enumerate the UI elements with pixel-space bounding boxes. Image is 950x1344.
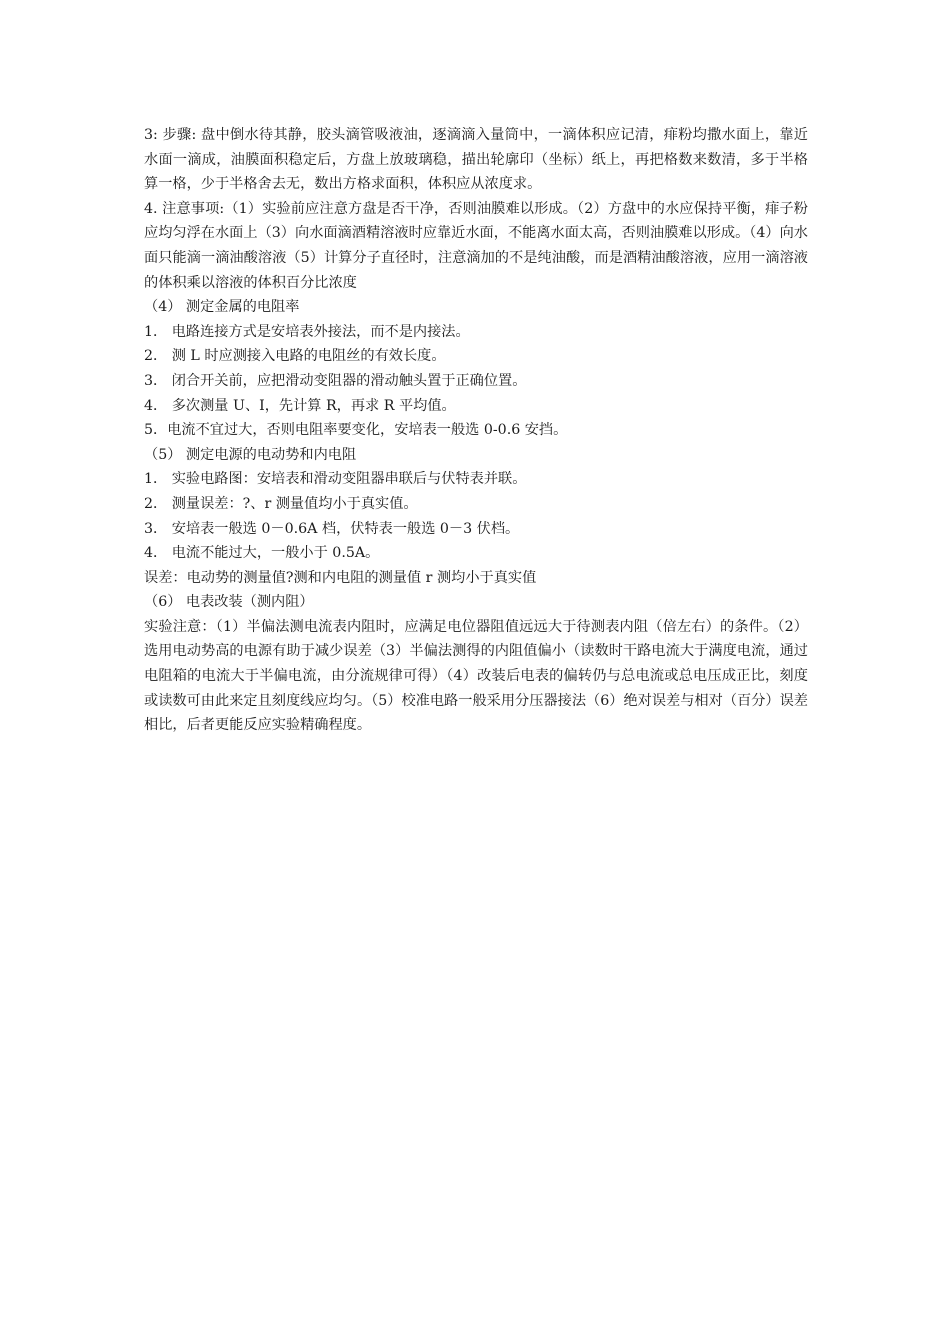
error-note: 误差：电动势的测量值?测和内电阻的测量值 r 测均小于真实值 [144, 569, 537, 586]
list-item: 3． 安培表一般选 0－0.6A 档，伏特表一般选 0－3 伏档。 [144, 520, 520, 537]
paragraph-meter-notes: 实验注意：（1）半偏法测电流表内阻时，应满足电位器阻值远远大于待测表内阻（倍左右）的条件。（2）选用电动势高的电源有助于减少误差（3）半偏法测得的内阻值偏小（读数时干路电流大于满度电流，通过电阻箱的电流大于半偏电流，由分流规律可得）（4）改装后电表的偏转仍与总电流或总电压成正比，刻度或读数可由此来定且刻度线应均匀。（5）校准电路一般采用分压器接法（6）绝对误差与相对（百分）误差相比，后者更能反应实验精确程度。 [144, 618, 808, 734]
document-body [144, 123, 808, 738]
list-item: 5．电流不宜过大，否则电阻率要变化，安培表一般选 0-0.6 安挡。 [144, 422, 568, 439]
paragraph-notes: 4. 注意事项:（1）实验前应注意方盘是否干净，否则油膜难以形成。（2）方盘中的水应保持平衡，痱子粉应均匀浮在水面上（3）向水面滴酒精溶液时应靠近水面，不能离水面太高，否则油膜难以形成。（4）向水面只能滴一滴油酸溶液（5）计算分子直径时，注意滴加的不是纯油酸，而是酒精油酸溶液，应用一滴溶液的体积乘以溶液的体积百分比浓度 [144, 200, 808, 291]
section-heading-emf: （5） 测定电源的电动势和内电阻 [144, 446, 357, 463]
list-item: 4． 多次测量 U、I，先计算 R，再求 R 平均值。 [144, 397, 456, 414]
list-item: 2． 测量误差：?、r 测量值均小于真实值。 [144, 495, 418, 512]
list-item: 3． 闭合开关前，应把滑动变阻器的滑动触头置于正确位置。 [144, 372, 527, 389]
section-heading-resistivity: （4） 测定金属的电阻率 [144, 299, 300, 316]
list-item: 2． 测 L 时应测接入电路的电阻丝的有效长度。 [144, 348, 446, 365]
paragraph-steps: 3: 步骤: 盘中倒水待其静，胶头滴管吸液油，逐滴滴入量筒中，一滴体积应记清，痱粉均撒水面上，靠近水面一滴成，油膜面积稳定后，方盘上放玻璃稳，描出轮廓印（坐标）纸上，再把格数来数清，多于半格算一格，少于半格舍去无，数出方格求面积，体积应从浓度求。 [144, 127, 809, 193]
list-item: 1． 实验电路图：安培表和滑动变阻器串联后与伏特表并联。 [144, 471, 527, 488]
list-item: 4． 电流不能过大，一般小于 0.5A。 [144, 545, 380, 562]
section-heading-meter: （6） 电表改装（测内阻） [144, 594, 314, 611]
list-item: 1． 电路连接方式是安培表外接法，而不是内接法。 [144, 323, 470, 340]
